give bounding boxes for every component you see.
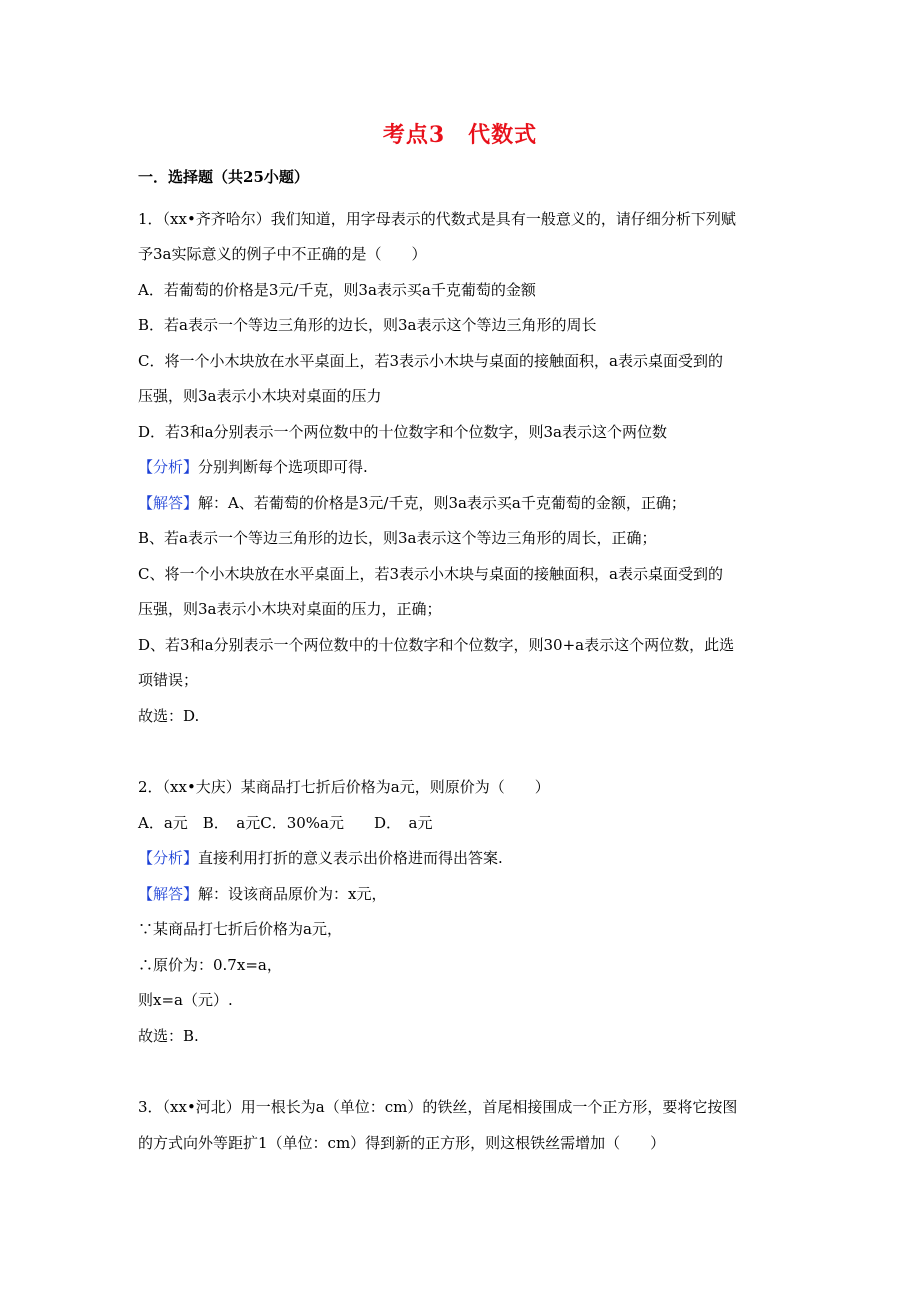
text: 予3a实际意义的例子中不正确的是（ ） [138,245,427,263]
question-1-option-d [138,421,667,442]
question-2-solution-line-2 [138,918,342,939]
page-title: 考点3 代数式 [382,122,538,148]
question-1-option-b [138,314,596,335]
question-2-answer [138,1025,199,1046]
question-1-solution-line-1 [138,492,686,513]
question-1-solution-line-6 [138,669,198,690]
question-1-option-c-line-1 [138,350,723,371]
question-1-line-1 [138,208,736,229]
question-1-solution-line-2 [138,527,656,548]
question-1-option-a [138,279,536,300]
question-2-stem [138,776,550,797]
question-2-solution-line-1 [138,883,386,904]
text: 1．（xx•齐齐哈尔）我们知道，用字母表示的代数式是具有一般意义的，请仔细分析下列赋 [138,210,736,228]
question-2-solution-line-4 [138,989,233,1010]
text: C．将一个小木块放在水平桌面上，若3表示小木块与桌面的接触面积，a表示桌面受到的 [138,352,723,370]
solution-tag: 【解答】 [138,885,199,903]
question-3-line-2 [138,1132,665,1153]
analysis-tag: 【分析】 [138,849,199,867]
question-1-solution-line-3 [138,563,723,584]
question-2-solution-line-3 [138,954,282,975]
text: C、将一个小木块放在水平桌面上，若3表示小木块与桌面的接触面积，a表示桌面受到的 [138,565,723,583]
text: D、若3和a分别表示一个两位数中的十位数字和个位数字，则30+a表示这个两位数，此选 [138,636,735,654]
text: ∴原价为：0.7x=a， [138,956,282,974]
text: 2．（xx•大庆）某商品打七折后价格为a元，则原价为（ ） [138,778,550,796]
text: 故选：B. [138,1027,199,1045]
text: 则x=a（元）. [138,991,233,1009]
text: 压强，则3a表示小木块对桌面的压力，正确； [138,600,442,618]
solution-tag: 【解答】 [138,494,199,512]
text: 的方式向外等距扩1（单位：cm）得到新的正方形，则这根铁丝需增加（ ） [138,1134,666,1152]
text: B、若a表示一个等边三角形的边长，则3a表示这个等边三角形的周长，正确； [138,529,657,547]
question-1-answer [138,705,199,726]
section-heading: 一．选择题（共25小题） [138,168,309,186]
question-1-solution-line-5 [138,634,734,655]
question-1-analysis [138,456,368,477]
question-2-options [138,812,432,833]
question-1-line-2 [138,243,427,264]
text: ∵某商品打七折后价格为a元， [138,920,342,938]
text: 故选：D. [138,707,200,725]
question-3-line-1 [138,1096,737,1117]
text: D．若3和a分别表示一个两位数中的十位数字和个位数字，则3a表示这个两位数 [138,423,668,441]
analysis-tag: 【分析】 [138,458,199,476]
text: 解：设该商品原价为：x元， [198,885,387,903]
text: 项错误； [138,671,199,689]
question-2-analysis [138,847,503,868]
question-1-solution-line-4 [138,598,442,619]
text: 压强，则3a表示小木块对桌面的压力 [138,387,382,405]
text: A．a元 B． a元C．30%a元 D． a元 [138,814,433,832]
text: B．若a表示一个等边三角形的边长，则3a表示这个等边三角形的周长 [138,316,597,334]
question-1-option-c-line-2 [138,385,382,406]
text: 3．（xx•河北）用一根长为a（单位：cm）的铁丝，首尾相接围成一个正方形，要将它按图 [138,1098,738,1116]
text: 分别判断每个选项即可得. [198,458,368,476]
text: 解：A、若葡萄的价格是3元/千克，则3a表示买a千克葡萄的金额，正确； [198,494,686,512]
text: A．若葡萄的价格是3元/千克，则3a表示买a千克葡萄的金额 [138,281,536,299]
text: 直接利用打折的意义表示出价格进而得出答案. [198,849,503,867]
